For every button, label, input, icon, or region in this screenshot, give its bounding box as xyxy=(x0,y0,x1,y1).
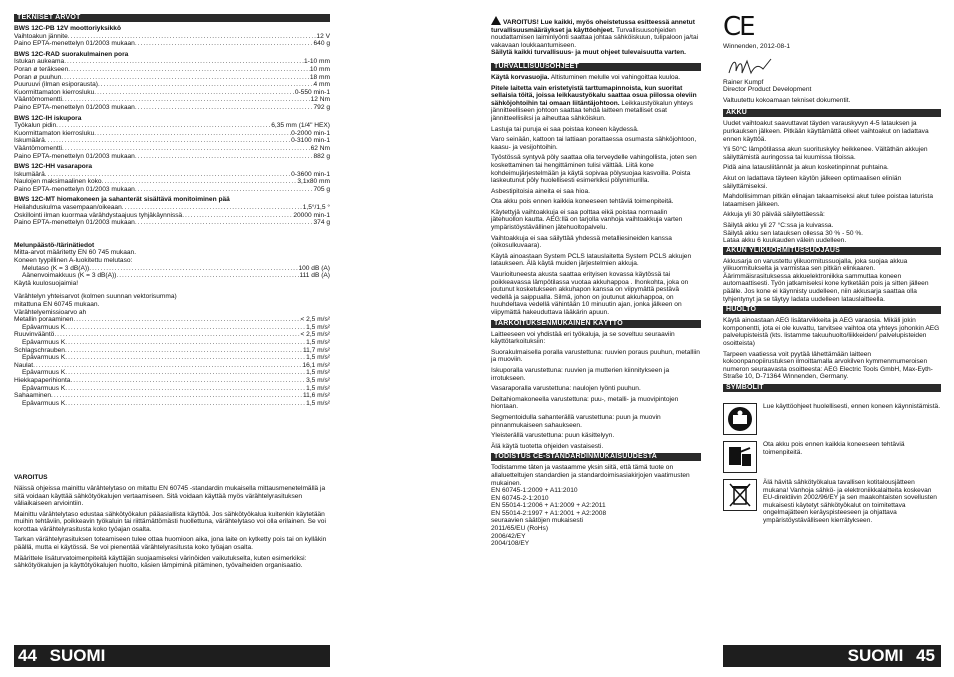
dot-leader xyxy=(135,40,314,48)
section-header-kaytto: TARKOITUKSENMUKAINEN KÄYTTÖ xyxy=(491,320,701,328)
akku-paragraph: Säilytä akku yli 27 °C:ssa ja kuivassa. xyxy=(723,221,834,229)
safety-text: Vaurioituneesta akusta saattaa erityisen kovassa käytössä tai poikkeavassa lämpötilassa vuotaa akkuhappoa . Ihonkohta, joka on joutunut kosketukseen akkuhapon kanssa on viipymättä pestävä vedellä ja saippualla. Silmä, johon on joutunut akkuhappoa, on huuhdeltava vedellä vähintään 10 minuutin ajan, jonka jälkeen on viipymättä hakeuduttava lääkärin apuun. xyxy=(491,271,689,316)
spec-row xyxy=(14,153,330,161)
spec-value: 792 g xyxy=(313,103,330,111)
left-column xyxy=(14,12,330,573)
spec-value: 640 g xyxy=(313,40,330,48)
spec-label: Poran ø teräkseen xyxy=(14,65,69,73)
safety-bold: Käytä korvasuojia. xyxy=(491,73,550,81)
spec-label: Melutaso (K = 3 dB(A)) xyxy=(22,264,90,272)
symbol-row xyxy=(723,403,941,435)
spec-value: 0-3600 min-1 xyxy=(291,170,330,178)
dot-leader xyxy=(45,171,291,179)
safety-text: Vaihtoakkuja ei saa säilyttää yhdessä metalliesineiden kanssa (oikosulkuvaara). xyxy=(491,234,672,250)
ce-mark: CE xyxy=(723,12,754,42)
middle-column xyxy=(491,16,701,548)
spec-value: 374 g xyxy=(313,219,330,227)
model-title: BWS 12C-HH vasarapora xyxy=(14,163,93,171)
spec-row xyxy=(14,96,330,104)
place-date: Winnenden, 2012-08-1 xyxy=(723,43,791,50)
spec-row xyxy=(14,385,330,393)
dot-leader xyxy=(135,153,314,161)
spec-row xyxy=(14,392,330,400)
akku-paragraph: Akut on ladattava täyteen käytön jälkeen optimaalisen eliniän säilyttämiseksi. xyxy=(723,174,902,190)
spec-row xyxy=(14,40,330,48)
akku-paragraph: Akkuja yli 30 päivää säilytettäessä: xyxy=(723,211,825,219)
dot-leader xyxy=(94,130,291,138)
spec-label: Epävarmuus K xyxy=(22,384,66,392)
dot-leader xyxy=(65,347,303,355)
safety-text: Käytettyjä vaihtoakkuja ei saa polttaa eikä poistaa normaalin jätehuollon kautta. AEG:llä on tarjolla vanhoja vaihtoakkuja varten ympäristöystävällinen jätehuoltopalvelu. xyxy=(491,208,683,232)
section-header-tekniset-arvot: TEKNISET ARVOT xyxy=(14,14,330,22)
spec-value: 10 mm xyxy=(309,65,330,73)
signer-name: Rainer Kumpf xyxy=(723,78,764,86)
spec-row xyxy=(14,377,330,385)
spec-row xyxy=(14,66,330,74)
spec-value: 705 g xyxy=(313,185,330,193)
spec-row xyxy=(14,137,330,145)
symbol-text: Älä hävitä sähkötyökalua tavallisen kotitalousjätteen mukana! Vanhoja sähkö- ja elektroniikkalaitteita koskevan EU-direktiivin 2002/96/EY ja sen maakohtaisten sovellusten mukaisesti käytetyt sähkötyökalut on toimitettava ongelmajätteen keräyspisteeseen ja ohjattava ympäristöystävälliseen kierrätykseen. xyxy=(763,479,937,524)
safety-paragraph xyxy=(491,253,701,268)
dot-leader xyxy=(135,219,314,227)
symbol-text: Lue käyttöohjeet huolellisesti, ennen koneen käynnistämistä. xyxy=(763,403,941,410)
noise-wear: Käytä kuulosuojaimia! xyxy=(14,279,79,287)
safety-text: Ota akku pois ennen kaikkia koneeseen tehtäviä toimenpiteitä. xyxy=(491,198,674,206)
spec-row xyxy=(14,81,330,89)
spec-row xyxy=(14,122,330,130)
spec-row xyxy=(14,362,330,370)
page-number: 45 xyxy=(916,646,935,665)
dot-leader xyxy=(54,331,300,339)
spec-label: Puuruuvi (ilman esiporausta) xyxy=(14,81,98,89)
spec-label: Istukan aukeama xyxy=(14,58,65,66)
spec-row xyxy=(14,89,330,97)
huolto-paragraph: Tarpeen vaatiessa voit pyytää lähettämään laitteen kokoonpanopiirustuksen ilmoittamalla arvokilven kymmenmumeroisen numeron seuraavasta osoitteesta: AEG Electric Tools GmbH, Max-Eyth-Straße 10, D-71364 Winnenden, Germany. xyxy=(723,350,933,381)
spec-value: 12 Nm xyxy=(310,96,330,104)
warning-heading-text: VAROITUS! Lue kaikki, myös oheistetussa esitteessä annetut turvallisuusmääräykset ja käyttöohjeet. xyxy=(491,19,695,34)
dot-leader xyxy=(68,66,310,74)
section-header-turvallisuusohjeet: TURVALLISUUSOHJEET xyxy=(491,63,701,71)
dot-leader xyxy=(182,212,293,220)
spec-row xyxy=(14,145,330,153)
footer-right xyxy=(723,645,941,667)
spec-row xyxy=(14,58,330,66)
akku-paragraph: Uudet vaihtoakut saavuttavat täyden varauskyvyn 4-5 latauksen ja purkauksen jälkeen. Pitkään käyttämättä olleet vaihtoakut on ladattava ennen käyttöä. xyxy=(723,120,929,143)
dot-leader xyxy=(122,204,303,212)
dot-leader xyxy=(94,89,295,97)
spec-row xyxy=(14,369,330,377)
spec-value: 3,5 m/s² xyxy=(306,376,330,384)
usage-paragraph: Deltahiomakoneella varustettuna: puu-, metalli- ja muovipintojen hiontaan. xyxy=(491,395,679,411)
spec-row xyxy=(14,212,330,220)
usage-paragraph: Älä käytä tuotetta ohjeiden vastaisesti. xyxy=(491,442,604,450)
varoitus-paragraph: Näissä ohjeissa mainittu värähtelytaso on mitattu EN 60745 -standardin mukaisella mittausmenetelmällä ja sitä voidaan käyttää sähkötyökalujen vertaamiseen. Sitä voidaan käyttää myös värähtelyrasituksen väliaikaiseen arviointiin. xyxy=(14,484,326,508)
dot-leader xyxy=(33,362,302,370)
spec-label: Schlagschrauben xyxy=(14,346,65,354)
remove-battery-icon xyxy=(723,441,757,473)
spec-row xyxy=(14,331,330,339)
ce-line: seuraavien säätöjen mukaisesti xyxy=(491,517,583,525)
akku-paragraph: Lataa akku 6 kuukauden välein uudelleen. xyxy=(723,237,847,245)
spec-value: 62 Nm xyxy=(310,144,330,152)
dot-leader xyxy=(64,58,304,66)
dot-leader xyxy=(135,186,314,194)
spec-label: Vääntömomentti xyxy=(14,96,63,104)
spec-label: Vaihtoakun jännite xyxy=(14,32,68,40)
spec-row xyxy=(14,104,330,112)
spec-value: 18 mm xyxy=(309,73,330,81)
spec-value: 1,5°/1,5 ° xyxy=(302,204,330,212)
safety-paragraph xyxy=(491,188,701,196)
signature-mark xyxy=(727,55,941,77)
footer-left xyxy=(14,645,330,667)
ce-line: 2006/42/EY xyxy=(491,532,526,540)
spec-value: 0-2000 min-1 xyxy=(291,129,330,137)
spec-label: Epävarmuus K xyxy=(22,323,66,331)
safety-paragraph xyxy=(491,209,701,232)
spec-label: Paino EPTA-menettelyn 01/2003 mukaan xyxy=(14,152,135,160)
spec-label: Epävarmuus K xyxy=(22,399,66,407)
dot-leader xyxy=(65,339,306,347)
section-header-ylikuormitus: AKUN YLIKUORMITUSSUOJAUS xyxy=(723,247,941,255)
spec-label: Äänenvoimakkuus (K = 3 dB(A)) xyxy=(22,272,117,280)
warning-body: Turvallisuusohjeiden noudattamisen laiminlyönti saattaa johtaa sähköiskuun, tulipaloon ja/tai vakavaan loukkaantumiseen. xyxy=(491,26,699,49)
page-number: 44 xyxy=(18,646,37,665)
spacer xyxy=(723,104,941,107)
spec-row xyxy=(14,178,330,186)
akku-paragraph: Säilytä akku sen latauksen ollessa 30 % - 50 %. xyxy=(723,229,864,237)
spec-row xyxy=(14,33,330,41)
spec-row xyxy=(14,265,330,273)
signer-title: Director Product Development xyxy=(723,86,812,94)
spec-label: Sahaaminen xyxy=(14,392,52,400)
usage-paragraph: Iskuporalla varustettuna: ruuvien ja mutterien kiinnitykseen ja irrotukseen. xyxy=(491,366,670,382)
spec-label: Heilahduskulma vasempaan/oikeaan xyxy=(14,204,122,212)
dot-leader xyxy=(70,377,306,385)
spec-label: Paino EPTA-menettelyn 01/2003 mukaan xyxy=(14,103,135,111)
ce-line: EN 60745-1:2009 + A11:2010 xyxy=(491,487,578,495)
usage-paragraph: Vasaraporalla varustettuna: naulojen lyönti puuhun. xyxy=(491,385,641,393)
spec-value: 1-10 mm xyxy=(303,58,330,66)
spec-label: Naulat xyxy=(14,361,34,369)
usage-paragraph: Suorakulmaisella poralla varustettuna: ruuvien poraus puuhun, metalliin ja muoviin. xyxy=(491,348,700,364)
spec-value: 0-3100 min-1 xyxy=(291,137,330,145)
noise-line: Koneen tyypillinen A-luokitettu melutaso: xyxy=(14,257,133,265)
spec-row xyxy=(14,347,330,355)
spec-row xyxy=(14,130,330,138)
spec-value: 1,5 m/s² xyxy=(306,399,330,407)
spec-label: Epävarmuus K xyxy=(22,354,66,362)
varoitus-paragraph: Mainittu värähtelytaso edustaa sähkötyökalun pääasiallista käyttöä. Jos sähkötyökalua kuitenkin käytetään muihin tehtäviin, poikkeavin työkaluin tai riittämättömästi huollettuna, värähtelytaso voi olla erilainen. Se voi korottaa värähtelyrasitusta koko työajan osalta. xyxy=(14,510,326,533)
ce-line: 2011/65/EU (RoHs) xyxy=(491,525,549,533)
section-header-akku: AKKU xyxy=(723,109,941,117)
dot-leader xyxy=(65,385,306,393)
ce-line: EN 55014-1:2006 + A1:2009 + A2:2011 xyxy=(491,502,606,510)
vibration-intro: Värähtelyn yhteisarvot (kolmen suunnan vektorisumma) xyxy=(14,293,177,301)
spec-label: Iskumäärä xyxy=(14,137,45,145)
safety-paragraph xyxy=(491,154,701,184)
usage-paragraph: Laitteeseen voi yhdistää eri työkaluja, ja se soveltuu seuraaviin käyttötarkoituksiin: xyxy=(491,330,675,346)
vibration-intro: mitattuna EN 60745 mukaan. xyxy=(14,301,100,308)
dot-leader xyxy=(62,145,311,153)
dot-leader xyxy=(89,265,298,273)
spec-label: Kuormittamaton kierrosluku xyxy=(14,88,95,96)
safety-text: Varo seinään, kattoon tai lattiaan porattaessa osumasta sähköjohtoon, kaasu- ja vesijohtoihin. xyxy=(491,136,697,151)
spec-value: 11,6 m/s² xyxy=(303,392,330,400)
noise-line: Mitta-arvot määritetty EN 60 745 mukaan. xyxy=(14,249,137,257)
spec-value: 16,1 m/s² xyxy=(302,361,330,369)
spec-value: < 2,5 m/s² xyxy=(300,316,330,324)
ce-line: EN 55014-2:1997 + A1:2001 + A2:2008 xyxy=(491,509,607,517)
model-title: BWS 12C-IH iskupora xyxy=(14,114,82,122)
symbol-row xyxy=(723,479,941,525)
ce-line: Todistamme täten ja vastaamme yksin siitä, että tämä tuote on allaluetteltujen standardien ja standardoimisasiakirjojen vaatimusten mukainen. xyxy=(491,464,690,487)
spec-label: Hiekkapaperihionta xyxy=(14,376,71,384)
spacer xyxy=(14,230,330,242)
spec-label: Poran ø puuhun xyxy=(14,73,62,81)
spec-value: 882 g xyxy=(313,152,330,160)
spec-row xyxy=(14,400,330,408)
dot-leader xyxy=(73,316,300,324)
huolto-paragraph: Käytä ainoastaan AEG lisätarvikkeita ja AEG varaosia. Mikäli jokin komponentti, jota ei ole kuvattu, tarvitsee vaihtoa ota yhteys johonkin AEG palvelupisteistä (kts. listamme takuuhuolto/liikkeiden/ palvelupisteiden osoitteista) xyxy=(723,317,940,348)
akku-paragraph: Yli 50°C lämpötilassa akun suorituskyky heikkenee. Vältäthän akkujen säilyttämistä auringossa tai kuumissa tiloissa. xyxy=(723,146,928,161)
spec-label: Oskillointi ilman kuormaa värähdystaajuus tyhjäkäynnissä xyxy=(14,211,183,219)
warning-icon xyxy=(491,16,501,25)
section-header-symbolit: SYMBOLIT xyxy=(723,384,941,392)
spec-row xyxy=(14,219,330,227)
footer-language: SUOMI xyxy=(49,646,106,665)
dot-leader xyxy=(65,369,306,377)
akku-paragraph: Mahdollisimman pitkän elinajan takaamiseksi akut tulee poistaa laturista lataamisen jälkeen. xyxy=(723,193,934,208)
spec-label: Vääntömomentti xyxy=(14,144,63,152)
dot-leader xyxy=(51,392,303,400)
usage-paragraph: Segmentoidulla sahanterällä varustettuna: puun ja muovin pinnanmukaiseen sahaukseen. xyxy=(491,413,661,429)
safety-paragraph xyxy=(491,126,701,134)
spec-value: 6,35 mm (1/4" HEX) xyxy=(271,122,330,130)
warning-keep: Säilytä kaikki turvallisuus- ja muut ohjeet tulevaisuutta varten. xyxy=(491,49,686,57)
model-title: BWS 12C-MT hiomakoneen ja sahanterät sisältävä monitoiminen pää xyxy=(14,196,230,204)
dot-leader xyxy=(61,74,310,82)
varoitus-title: VAROITUS xyxy=(14,474,48,482)
signer-note: Valtuutettu kokoamaan tekniset dokumentit. xyxy=(723,96,851,104)
safety-paragraph xyxy=(491,136,701,151)
spec-label: Paino EPTA-menettelyn 01/2003 mukaan xyxy=(14,185,135,193)
dot-leader xyxy=(56,122,271,130)
safety-text: Altistuminen melulle voi vahingoittaa kuuloa. xyxy=(549,73,681,81)
weee-bin-icon xyxy=(723,479,757,511)
spec-value: 1,5 m/s² xyxy=(306,369,330,377)
dot-leader xyxy=(65,354,306,362)
dot-leader xyxy=(98,81,314,89)
symbol-text: Ota akku pois ennen kaikkia koneeseen tehtäviä toimenpiteitä. xyxy=(763,441,905,456)
spec-value: 1,5 m/s² xyxy=(306,323,330,331)
spec-row xyxy=(14,171,330,179)
dot-leader xyxy=(62,96,311,104)
safety-text: Asbestipitoisia aineita ei saa hioa. xyxy=(491,187,590,195)
dot-leader xyxy=(135,104,314,112)
safety-text: Työstössä syntyvä pöly saattaa olla terveydelle vahingollista, joten sen koskettaminen tai hengittäminen tulisi välttää. Liitä kone kohdeimujärjestelmään ja käytä sopivaa pölysuojaa kasvoilla. Poista laskeutunut pöly huolellisesti esimerkiksi pölynimurilla. xyxy=(491,154,697,185)
dot-leader xyxy=(68,33,317,41)
spec-row xyxy=(14,272,330,280)
spec-value: 0-550 min-1 xyxy=(294,88,330,96)
safety-paragraph xyxy=(491,271,701,317)
spec-label: Epävarmuus K xyxy=(22,369,66,377)
spec-value: 1,5 m/s² xyxy=(306,384,330,392)
dot-leader xyxy=(65,400,306,408)
safety-text: Leikkaustyökalun yhteys jännitteelliseen johtoon saattaa tehdä laitteen metalliset osat jännitteellisiksi ja aiheuttaa sähköiskun. xyxy=(491,99,693,122)
spec-value: 111 dB (A) xyxy=(299,272,330,280)
ce-line: EN 60745-2-1:2010 xyxy=(491,494,549,502)
spacer xyxy=(14,407,330,474)
spec-label: Työkalun pidin xyxy=(14,122,57,130)
read-manual-icon xyxy=(723,403,757,435)
spec-label: Ruuvinvääntö xyxy=(14,331,55,339)
spec-value: 100 dB (A) xyxy=(298,264,330,272)
spec-value: 1,5 m/s² xyxy=(306,338,330,346)
spec-row xyxy=(14,339,330,347)
ce-line: 2004/108/EY xyxy=(491,540,530,548)
spec-value: 1,5 m/s² xyxy=(306,354,330,362)
section-header-huolto: HUOLTO xyxy=(723,306,941,314)
dot-leader xyxy=(102,178,298,186)
spec-value: < 2,5 m/s² xyxy=(300,331,330,339)
right-column xyxy=(723,12,941,531)
spacer xyxy=(723,395,941,403)
spec-label: Metallin poraaminen xyxy=(14,316,74,324)
safety-text: Käytä ainoastaan System PCLS latauslaitetta System PCLS akkujen lataukseen. Älä käytä muiden järjestelmien akkuja. xyxy=(491,252,692,268)
varoitus-paragraph: Määrittele lisäturvatoimenpiteitä käyttäjän suojaamiseksi värinöiden vaikutukselta, kuten esimerkiksi: sähkötyökalujen ja käyttötyökalujen huolto, käsien lämpiminä pitäminen, työvaiheiden organisaatio. xyxy=(14,554,307,570)
spacer xyxy=(491,57,701,61)
overload-text: Akkusarja on varustettu ylikuormitussuojalla, joka suojaa akkua ylikuormitukselta ja varmistaa sen pitkän elinkaaren. Äärimmäisrasituksessa akkuelektroniikka sammuttaa koneen automaattisesti. Työn jatkamiseksi kone kytketään pois ja sitten jälleen päälle. Jos kone ei käynnisty uudelleen, niin akkusarja saattaa olla tyhjentynyt ja se täytyy ladata uudelleen latauslaitteella. xyxy=(723,257,929,303)
safety-paragraph xyxy=(491,85,701,123)
safety-paragraph xyxy=(491,74,701,82)
noise-title: Melunpäästö-/tärinätiedot xyxy=(14,241,95,249)
spec-value: 4 mm xyxy=(313,81,330,89)
model-title: BWS 12C-PB 12V moottoriyksikkö xyxy=(14,25,121,32)
spec-value: 3,1x80 mm xyxy=(297,178,330,186)
spec-value: 20000 min-1 xyxy=(293,211,330,219)
safety-paragraph xyxy=(491,198,701,206)
warning-heading xyxy=(491,16,701,49)
usage-paragraph: Yleisterällä varustettuna: puun käsittelyyn. xyxy=(491,432,615,440)
dot-leader xyxy=(116,272,299,280)
spec-label: Iskumäärä xyxy=(14,170,45,178)
spec-value: 11,7 m/s² xyxy=(303,346,330,354)
spec-label: Kuormittamaton kierrosluku xyxy=(14,129,95,137)
spec-row xyxy=(14,354,330,362)
akku-paragraph: Pidä aina latausliitännät ja akun kosketinpinnat puhtaina. xyxy=(723,164,889,172)
section-header-ce: TODISTUS CE-STANDARDINMUKAISUUDESTA xyxy=(491,453,701,461)
spec-row xyxy=(14,74,330,82)
symbol-row xyxy=(723,441,941,473)
spec-label: Epävarmuus K xyxy=(22,338,66,346)
spec-row xyxy=(14,316,330,324)
spec-row xyxy=(14,186,330,194)
spec-label: Paino EPTA-menettelyn 01/2003 mukaan xyxy=(14,219,135,227)
model-title: BWS 12C-RAD suorakulmainen pora xyxy=(14,50,129,58)
spec-row xyxy=(14,204,330,212)
safety-text: Lastuja tai puruja ei saa poistaa koneen käydessä. xyxy=(491,125,639,133)
varoitus-paragraph: Tarkan värähtelyrasituksen toteamiseen tulee ottaa huomioon aika, jona laite on kytketty pois tai on kylläkin päällä, mutta ei käytössä. Se voi pienentää värähtelyrasitusta koko työajan osalta. xyxy=(14,536,327,552)
safety-paragraph xyxy=(491,235,701,250)
safety-bold: Pitele laitetta vain eristetyistä tarttumapinnoista, kun suoritat sellaisia töitä, joissa leikkaustyökalu saattaa osua piilossa oleviin sähköjohtoihin tai omaan liitäntäjohtoon. xyxy=(491,84,697,107)
spec-row xyxy=(14,324,330,332)
vibration-intro: Värähtelyemissioarvo ah xyxy=(14,308,87,316)
spec-value: 12 V xyxy=(316,32,330,40)
dot-leader xyxy=(45,137,291,145)
dot-leader xyxy=(65,324,306,332)
footer-language: SUOMI xyxy=(847,646,904,665)
spec-label: Paino EPTA-menettelyn 01/2003 mukaan xyxy=(14,40,135,48)
spec-label: Naulojen maksimaalinen koko xyxy=(14,178,102,186)
